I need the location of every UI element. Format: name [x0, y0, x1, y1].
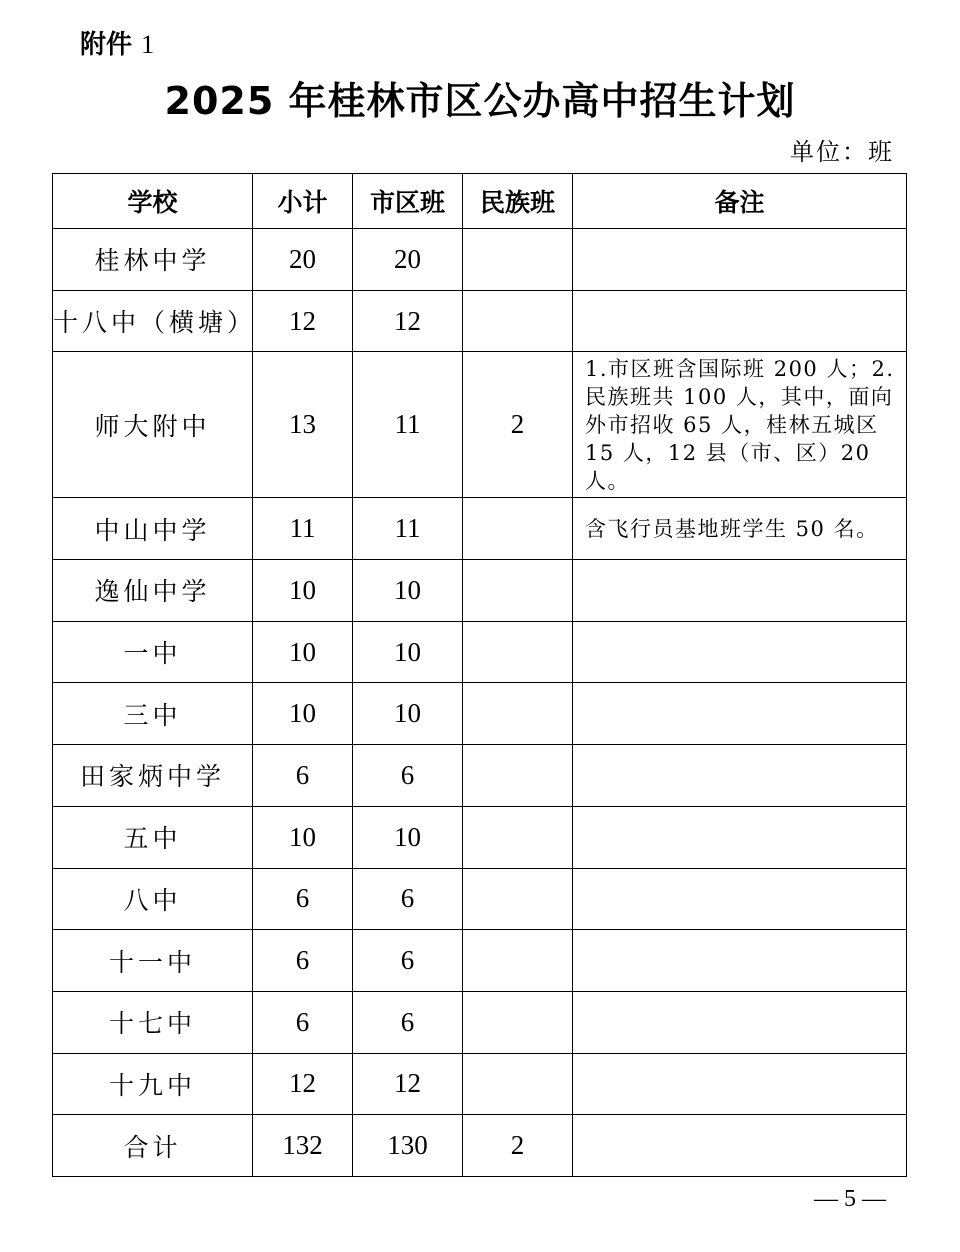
cell-note: [573, 1053, 907, 1115]
cell-city-class: 12: [353, 1053, 463, 1115]
page-number: — 5 —: [814, 1186, 886, 1212]
cell-school: 十八中（横塘）: [53, 290, 253, 352]
cell-note: [573, 745, 907, 807]
cell-school: 十一中: [53, 930, 253, 992]
cell-city-class: 10: [353, 621, 463, 683]
table-row: [53, 1053, 907, 1115]
cell-ethnic-class: [463, 991, 573, 1053]
header-ethnic-class: 民族班: [463, 174, 573, 229]
cell-school: 十九中: [53, 1053, 253, 1115]
cell-school: 合计: [53, 1115, 253, 1177]
cell-subtotal: 12: [253, 290, 353, 352]
cell-city-class: 12: [353, 290, 463, 352]
cell-note: [573, 868, 907, 930]
cell-city-class: 20: [353, 229, 463, 291]
cell-subtotal: 6: [253, 930, 353, 992]
cell-note: [573, 560, 907, 622]
attachment-label: [80, 24, 154, 61]
cell-city-class: 6: [353, 868, 463, 930]
cell-school: 田家炳中学: [53, 745, 253, 807]
cell-subtotal: 10: [253, 560, 353, 622]
cell-note: [573, 621, 907, 683]
cell-ethnic-class: [463, 745, 573, 807]
attachment-text: 附件: [80, 30, 133, 60]
cell-ethnic-class: 2: [463, 352, 573, 498]
table-row: [53, 498, 907, 560]
cell-subtotal: 10: [253, 806, 353, 868]
cell-school: 逸仙中学: [53, 560, 253, 622]
cell-school: 五中: [53, 806, 253, 868]
cell-note: [573, 806, 907, 868]
cell-subtotal: 13: [253, 352, 353, 498]
cell-note: [573, 229, 907, 291]
cell-ethnic-class: [463, 683, 573, 745]
cell-city-class: 130: [353, 1115, 463, 1177]
cell-note: [573, 930, 907, 992]
header-note: 备注: [573, 174, 907, 229]
cell-city-class: 11: [353, 352, 463, 498]
enrollment-table: [52, 173, 907, 1177]
cell-ethnic-class: [463, 868, 573, 930]
cell-school: 中山中学: [53, 498, 253, 560]
page-title: 2025 年桂林市区公办高中招生计划: [164, 79, 796, 123]
cell-school: 师大附中: [53, 352, 253, 498]
cell-subtotal: 11: [253, 498, 353, 560]
attachment-number: 1: [141, 30, 155, 59]
cell-ethnic-class: [463, 229, 573, 291]
table-row: [53, 683, 907, 745]
cell-note: [573, 1115, 907, 1177]
cell-note: [573, 290, 907, 352]
cell-city-class: 11: [353, 498, 463, 560]
cell-school: 十七中: [53, 991, 253, 1053]
cell-school: 桂林中学: [53, 229, 253, 291]
cell-subtotal: 12: [253, 1053, 353, 1115]
cell-school: 一中: [53, 621, 253, 683]
cell-ethnic-class: [463, 290, 573, 352]
table-body: [53, 229, 907, 1177]
cell-school: 八中: [53, 868, 253, 930]
cell-ethnic-class: [463, 1053, 573, 1115]
cell-note: [573, 991, 907, 1053]
header-subtotal: 小计: [253, 174, 353, 229]
cell-subtotal: 6: [253, 745, 353, 807]
table-row: [53, 352, 907, 498]
cell-city-class: 6: [353, 930, 463, 992]
table-header-row: [53, 174, 907, 229]
cell-subtotal: 132: [253, 1115, 353, 1177]
header-city-class: 市区班: [353, 174, 463, 229]
table-row: [53, 560, 907, 622]
table-row: [53, 930, 907, 992]
table-row: [53, 229, 907, 291]
table-row: [53, 621, 907, 683]
cell-ethnic-class: [463, 498, 573, 560]
cell-subtotal: 10: [253, 621, 353, 683]
unit-label: 单位：班: [790, 138, 894, 166]
table-row: [53, 868, 907, 930]
cell-ethnic-class: [463, 621, 573, 683]
cell-ethnic-class: [463, 930, 573, 992]
cell-note: 1.市区班含国际班 200 人；2.民族班共 100 人，其中，面向外市招收 65 人，桂林五城区 15 人，12 县（市、区）20 人。: [573, 352, 907, 498]
header-school: 学校: [53, 174, 253, 229]
cell-ethnic-class: [463, 560, 573, 622]
cell-city-class: 10: [353, 806, 463, 868]
table-row: [53, 806, 907, 868]
table-row: [53, 1115, 907, 1177]
cell-ethnic-class: [463, 806, 573, 868]
cell-subtotal: 10: [253, 683, 353, 745]
cell-city-class: 10: [353, 560, 463, 622]
cell-city-class: 10: [353, 683, 463, 745]
table-row: [53, 745, 907, 807]
cell-subtotal: 6: [253, 868, 353, 930]
cell-note: 含飞行员基地班学生 50 名。: [573, 498, 907, 560]
cell-subtotal: 6: [253, 991, 353, 1053]
cell-ethnic-class: 2: [463, 1115, 573, 1177]
cell-note: [573, 683, 907, 745]
table-row: [53, 290, 907, 352]
table-row: [53, 991, 907, 1053]
cell-subtotal: 20: [253, 229, 353, 291]
cell-city-class: 6: [353, 745, 463, 807]
cell-school: 三中: [53, 683, 253, 745]
cell-city-class: 6: [353, 991, 463, 1053]
